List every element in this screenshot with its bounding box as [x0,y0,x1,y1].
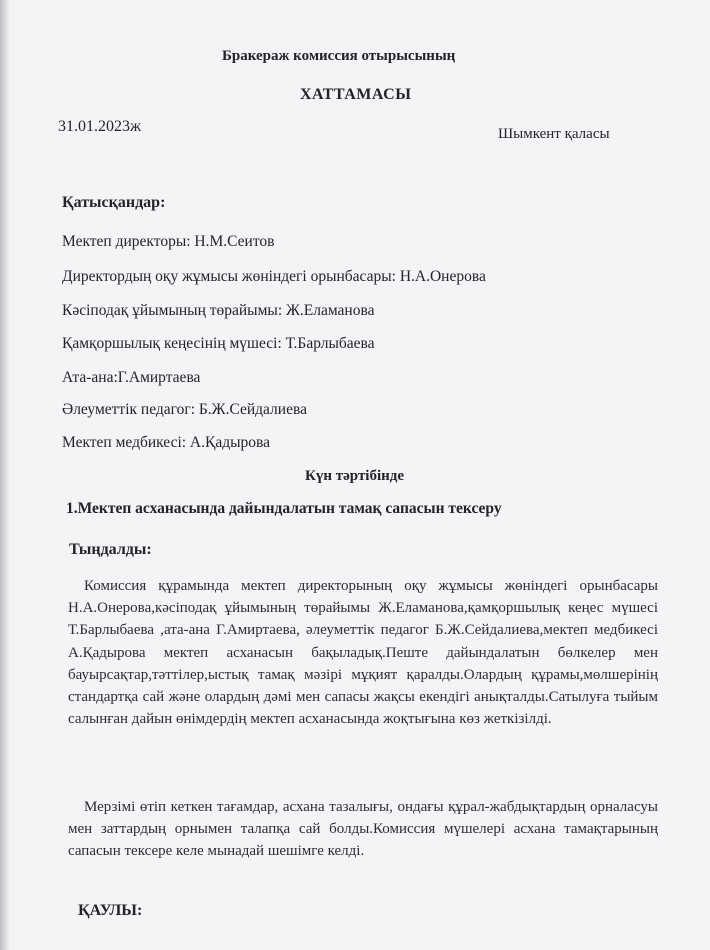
participant-director: Мектеп директоры: Н.М.Сеитов [62,233,275,250]
page-edge-shadow [0,0,10,950]
agenda-heading: Күн тәртібінде [305,468,405,484]
participant-deputy-director: Директордың оқу жұмысы жөніндегі орынбасары: Н.А.Онерова [62,268,486,285]
participants-heading: Қатысқандар: [62,194,166,211]
document-city: Шымкент қаласы [498,126,610,142]
document-title: Бракераж комиссия отырысының [222,48,456,64]
agenda-item-1: 1.Мектеп асханасында дайындалатын тамақ сапасын тексеру [66,500,502,517]
participant-board-member: Қамқоршылық кеңесінің мүшесі: Т.Барлыбаева [62,335,375,352]
participant-parent: Ата-ана:Г.Амиртаева [62,369,201,386]
listened-heading: Тыңдалды: [69,541,152,558]
participant-nurse: Мектеп медбикесі: А.Қадырова [62,434,271,451]
document-subtitle: ХАТТАМАСЫ [300,86,412,103]
participant-social-pedagogue: Әлеуметтік педагог: Б.Ж.Сейдалиева [62,401,307,418]
document-date: 31.01.2023ж [58,118,142,135]
participant-union-chair: Кәсіподақ ұйымының төрайымы: Ж.Еламанова [62,302,375,319]
listened-paragraph-2: Мерзімі өтіп кеткен тағамдар, асхана тазалығы, ондағы құрал-жабдықтардың орналасуы мен заттардың орнымен талапқа сай болды.Комиссия мүшелері асхана тамақтарының сапасын тексере келе мынадай шешімге келді. [68,799,658,860]
listened-paragraph-1: Комиссия құрамында мектеп директорының оқу жұмысы жөніндегі орынбасары Н.А.Онерова,кәсіподақ ұйымының төрайымы Ж.Еламанова,қамқоршылық кеңес мүшесі Т.Барлыбаева ,ата-ана Г.Амиртаева, әлеуметтік педагог Б.Ж.Сейдалиева,мектеп медбикесі А.Қадырова мектеп асханасын бақыладық.Пеште дайындалатын бөлкелер мен бауырсақтар,тәттілер,ыстық тамақ мәзірі мұқият қаралды.Олардың құрамы,мөлшерінің стандартқа сай және олардың дәмі мен сапасы жақсы екендігі анықталды.Сатылуға тыйым салынған дайын өнімдердің мектеп асханасында жоқтығына көз жеткізілді. [68,578,658,728]
decision-heading: ҚАУЛЫ: [78,902,143,919]
